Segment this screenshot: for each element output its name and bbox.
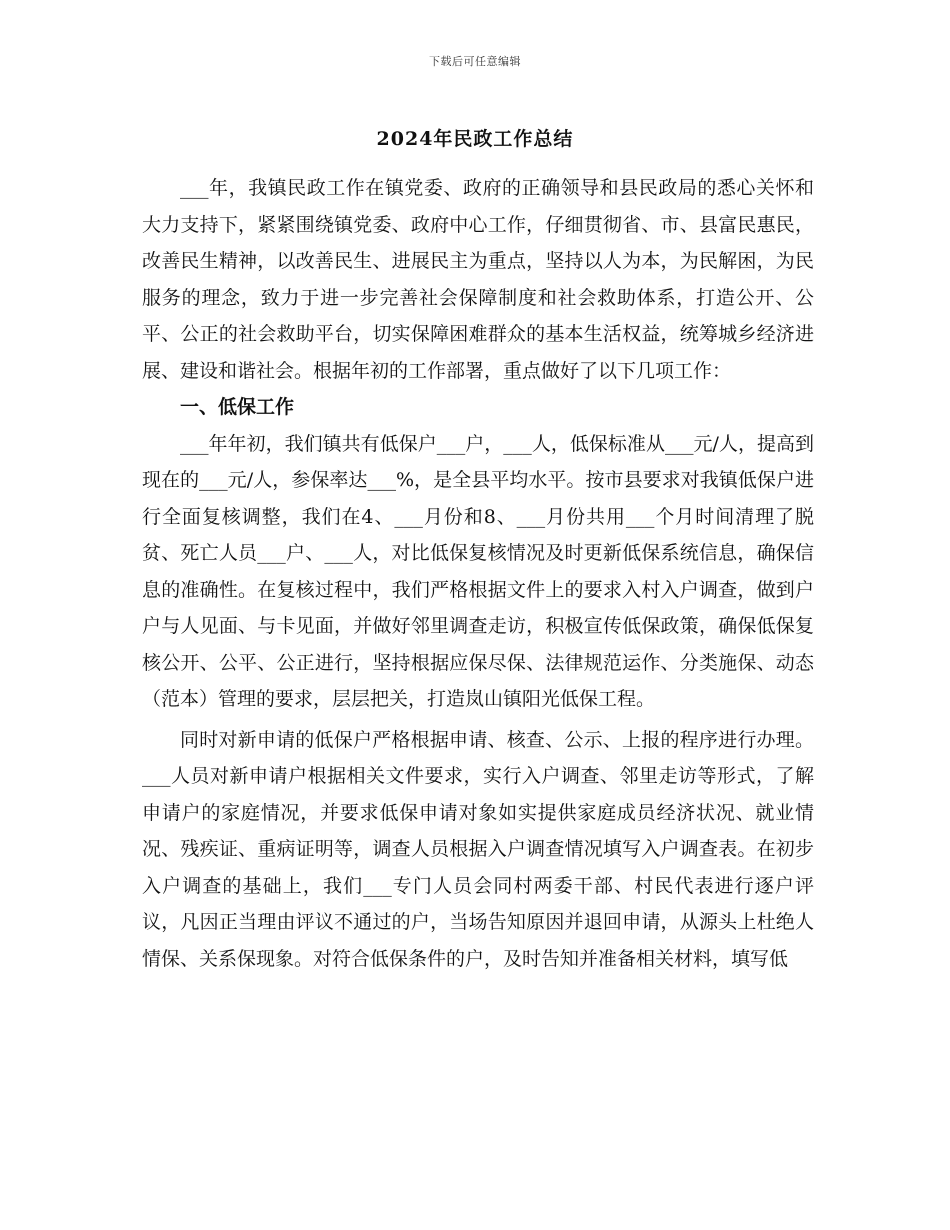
section-heading: 一、低保工作 [180,396,295,418]
header-note: 下载后可任意编辑 [429,55,521,68]
document-title: 2024年民政工作总结 [376,128,574,150]
intro-paragraph: ___年，我镇民政工作在镇党委、政府的正确领导和县民政局的悉心关怀和大力支持下，紧紧围绕镇党委、政府中心工作，仔细贯彻省、市、县富民惠民，改善民生精神，以改善民生、进展民主为重点，坚持以人为本，为民解困，为民服务的理念，致力于进一步完善社会保障制度和社会救助体系，打造公开、公平、公正的社会救助平台，切实保障困难群众的基本生活权益，统筹城乡经济进展、建设和谐社会。根据年初的工作部署，重点做好了以下几项工作： [142,177,814,382]
body-paragraph: 同时对新申请的低保户严格根据申请、核查、公示、上报的程序进行办理。___人员对新申请户根据相关文件要求，实行入户调查、邻里走访等形式，了解申请户的家庭情况，并要求低保申请对象如实提供家庭成员经济状况、就业情况、残疾证、重病证明等，调查人员根据入户调查情况填写入户调查表。在初步入户调查的基础上，我们___专门人员会同村两委干部、村民代表进行逐户评议，凡因正当理由评议不通过的户，当场告知原因并退回申请，从源头上杜绝人情保、关系保现象。对符合低保条件的户，及时告知并准备相关材料，填写低 [142,728,814,970]
body-paragraph: ___年年初，我们镇共有低保户___户，___人，低保标准从___元/人，提高到现在的___元/人，参保率达___%，是全县平均水平。按市县要求对我镇低保户进行全面复核调整，我们在4、___月份和8、___月份共用___个月时间清理了脱贫、死亡人员___户、___人，对比低保复核情况及时更新低保系统信息，确保信息的准确性。在复核过程中，我们严格根据文件上的要求入村入户调查，做到户户与人见面、与卡见面，并做好邻里调查走访，积极宣传低保政策，确保低保复核公开、公平、公正进行，坚持根据应保尽保、法律规范运作、分类施保、动态（范本）管理的要求，层层把关，打造岚山镇阳光低保工程。 [142,432,814,710]
document-body [142,170,814,977]
